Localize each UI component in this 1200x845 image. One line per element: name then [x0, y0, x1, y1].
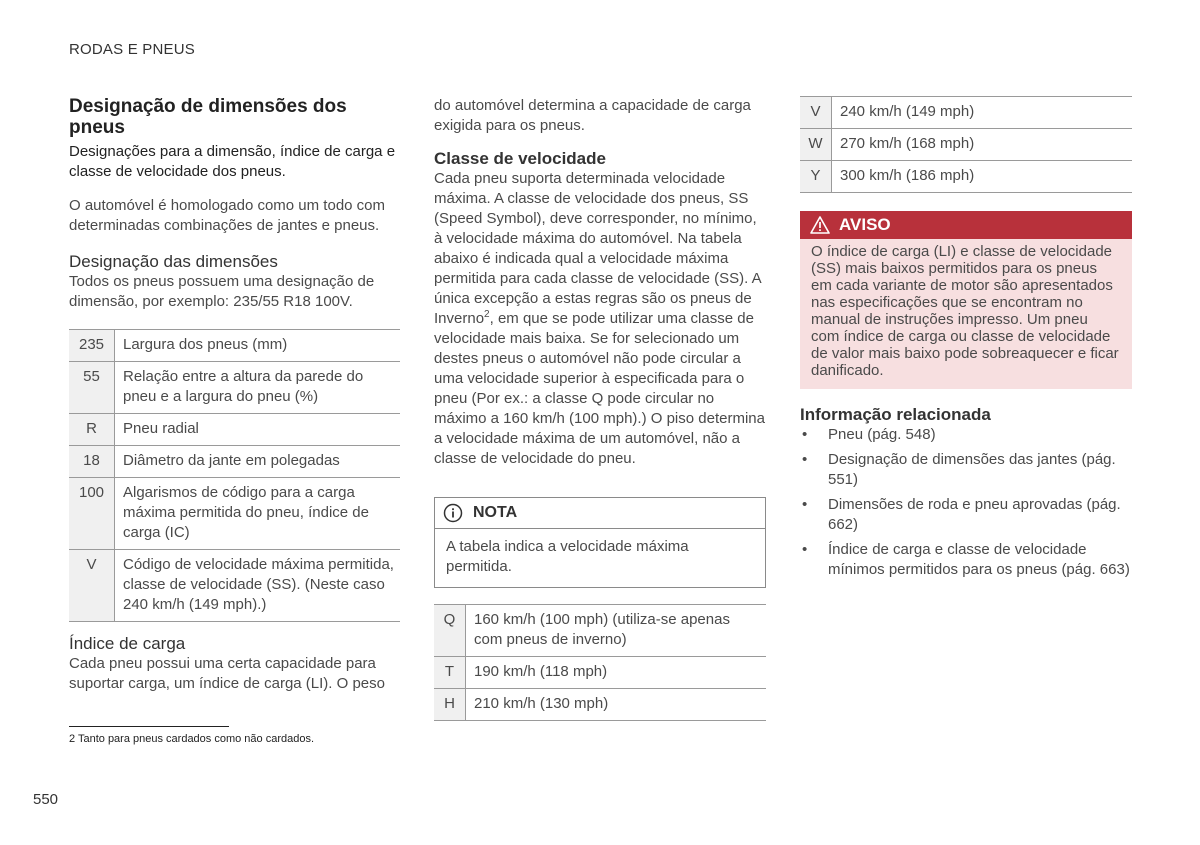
info-circle-icon: [443, 503, 463, 523]
speed-table-1: [434, 604, 766, 721]
dimension-value: Pneu radial: [123, 420, 199, 437]
dimensions-heading: Designação das dimensões: [69, 252, 278, 271]
related-heading: Informação relacionada: [800, 405, 991, 424]
speed-value: 190 km/h (118 mph): [474, 663, 608, 680]
column-3: [800, 96, 1132, 585]
related-link-label: Índice de carga e classe de velocidade mínimos permitidos para os pneus (pág. 663): [828, 541, 1130, 578]
related-link-label: Designação de dimensões das jantes (pág. 551): [828, 451, 1116, 488]
dimension-key: 18: [69, 446, 115, 478]
speed-key: H: [434, 689, 466, 721]
related-link[interactable]: [800, 540, 1132, 580]
dimension-row: [69, 362, 400, 414]
dimension-key: V: [69, 550, 115, 622]
section-header: RODAS E PNEUS: [69, 41, 195, 58]
speed-value: 240 km/h (149 mph): [840, 103, 975, 120]
dimension-row: [69, 414, 400, 446]
speed-key: Y: [800, 161, 832, 193]
dimension-row: [69, 330, 400, 362]
load-index-paragraph: Cada pneu possui uma certa capacidade para suportar carga, um índice de carga (LI). O peso: [69, 655, 385, 692]
speed-row: [800, 97, 1132, 129]
note-box: [434, 497, 766, 588]
lead-text: Designações para a dimensão, índice de carga e classe de velocidade dos pneus.: [69, 143, 396, 180]
speed-row: [800, 129, 1132, 161]
speed-key: Q: [434, 605, 466, 657]
speed-class-paragraph: [434, 169, 766, 469]
dimension-row: [69, 478, 400, 550]
related-link[interactable]: [800, 425, 1132, 445]
speed-key: W: [800, 129, 832, 161]
dimension-key: R: [69, 414, 115, 446]
related-link-label: Pneu (pág. 548): [828, 426, 936, 443]
note-header: [435, 498, 765, 529]
speed-value: 210 km/h (130 mph): [474, 695, 609, 712]
speed-value: 160 km/h (100 mph) (utiliza-se apenas com pneus de inverno): [474, 611, 730, 648]
dimension-key: 235: [69, 330, 115, 362]
page-title: Designação de dimensões dos pneus: [69, 96, 347, 138]
dimension-value: Relação entre a altura da parede do pneu e a largura do pneu (%): [123, 368, 364, 405]
dimension-key: 100: [69, 478, 115, 550]
note-title: NOTA: [473, 504, 518, 521]
bullet-icon: •: [802, 451, 808, 468]
related-link[interactable]: [800, 450, 1132, 490]
column-1: [69, 96, 400, 694]
speed-row: [434, 657, 766, 689]
dimensions-paragraph: Todos os pneus possuem uma designação de dimensão, por exemplo: 235/55 R18 100V.: [69, 273, 375, 310]
dimensions-table: [69, 329, 400, 622]
speed-table-2: [800, 96, 1132, 193]
speed-class-heading: Classe de velocidade: [434, 149, 606, 168]
dimension-value: Largura dos pneus (mm): [123, 336, 288, 353]
speed-value: 300 km/h (186 mph): [840, 167, 975, 184]
intro-paragraph: O automóvel é homologado como um todo com determinadas combinações de jantes e pneus.: [69, 197, 386, 234]
speed-text-b: , em que se pode utilizar uma classe de velocidade mais baixa. Se for selecionado um destes pneus o automóvel não pode circular a uma velocidade superior à especificada para o pneu (Por ex.: a classe Q pode circular no máximo a 160 km/h (100 mph).) O piso determina a velocidade máxima de um automóvel, não a classe de velocidade do pneu.: [434, 310, 765, 467]
related-link[interactable]: [800, 495, 1132, 535]
bullet-icon: •: [802, 541, 808, 558]
dimension-value: Algarismos de código para a carga máxima permitida do pneu, índice de carga (IC): [123, 484, 369, 541]
dimension-value: Código de velocidade máxima permitida, classe de velocidade (SS). (Neste caso 240 km/h (149 mph).): [123, 556, 394, 613]
dimension-key: 55: [69, 362, 115, 414]
continued-paragraph: do automóvel determina a capacidade de carga exigida para os pneus.: [434, 97, 751, 134]
warning-box: [800, 211, 1132, 389]
dimension-row: [69, 446, 400, 478]
speed-text-a: Cada pneu suporta determinada velocidade máxima. A classe de velocidade dos pneus, SS (Speed Symbol), deve corresponder, no mínimo, à velocidade máxima do automóvel. Na tabela abaixo é indicada qual a velocidade máxima permitida para cada classe de velocidade (SS). A única excepção a estas regras são os pneus de Inverno: [434, 170, 761, 327]
speed-row: [434, 689, 766, 721]
footnote-divider: [69, 726, 229, 727]
speed-value: 270 km/h (168 mph): [840, 135, 975, 152]
footnote: 2 Tanto para pneus cardados como não cardados.: [69, 733, 315, 745]
related-link-label: Dimensões de roda e pneu aprovadas (pág. 662): [828, 496, 1121, 533]
related-list: [800, 425, 1132, 580]
bullet-icon: •: [802, 496, 808, 513]
warning-title: AVISO: [839, 215, 891, 234]
warning-triangle-icon: [810, 216, 830, 234]
bullet-icon: •: [802, 426, 808, 443]
page-number: 550: [33, 791, 59, 808]
speed-row: [800, 161, 1132, 193]
speed-key: V: [800, 97, 832, 129]
dimension-row: [69, 550, 400, 622]
warning-text: O índice de carga (LI) e classe de velocidade (SS) mais baixos permitidos para os pneus em cada variante de motor são apresentados nas especificações que se encontram no manual de instruções impresso. Um pneu com índice de carga ou classe de velocidade de valor mais baixo pode sobreaquecer e ficar danificado.: [800, 239, 1132, 389]
speed-key: T: [434, 657, 466, 689]
warning-header: [800, 211, 1132, 239]
load-index-heading: Índice de carga: [69, 634, 186, 653]
footnote-ref: 2: [484, 309, 490, 320]
note-text: A tabela indica a velocidade máxima permitida.: [446, 538, 689, 575]
speed-row: [434, 605, 766, 657]
column-2: [434, 96, 766, 721]
dimension-value: Diâmetro da jante em polegadas: [123, 452, 340, 469]
